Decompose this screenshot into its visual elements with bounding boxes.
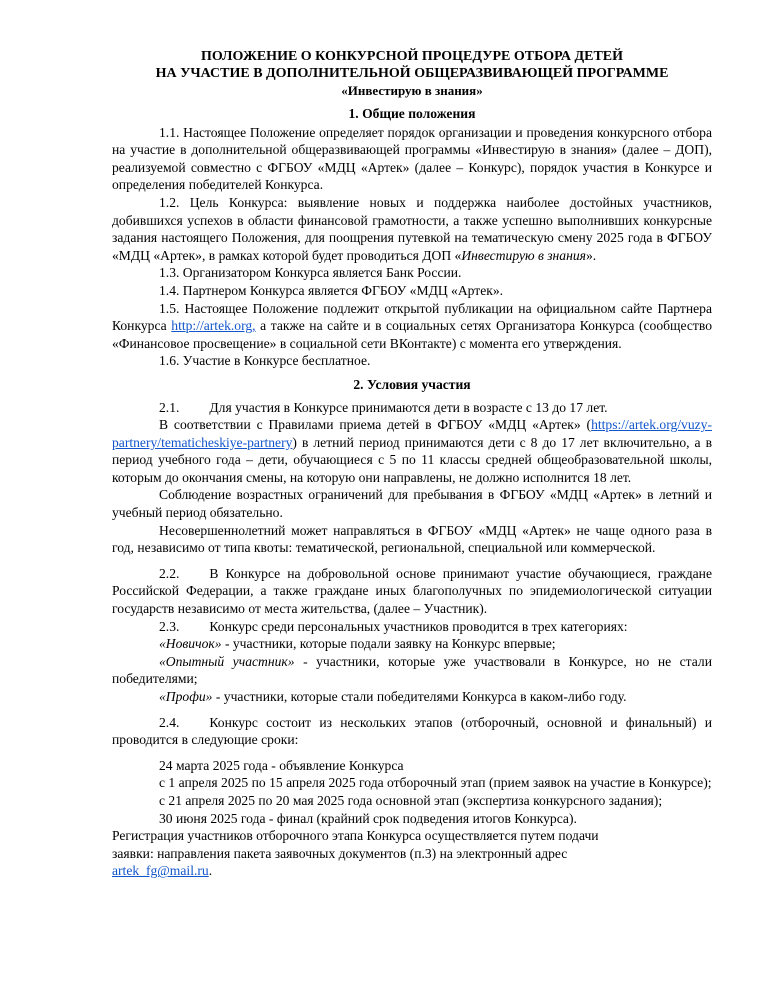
- artek-partners-link[interactable]: https://artek.org/vuzy-partnery/tematicheskiye-partnery: [112, 417, 712, 450]
- date-final: 30 июня 2025 года - финал (крайний срок подведения итогов Конкурса).: [159, 810, 577, 826]
- paragraph-2-1-d: Несовершеннолетний может направляться в ФГБОУ «МДЦ «Артек» не чаще одного раза в год, независимо от типа квоты: тематической, региональной, специальной или коммерческой.: [112, 522, 712, 556]
- section-2-heading: 2. Условия участия: [353, 376, 471, 392]
- paragraph-2-3: 2.3. Конкурс среди персональных участников проводится в трех категориях:: [159, 618, 628, 634]
- registration-line-2: заявки: направления пакета заявочных документов (п.3) на электронный адрес: [112, 845, 568, 861]
- paragraph-1-5: 1.5. Настоящее Положение подлежит открытой публикации на официальном сайте Партнера Конкурса http://artek.org, а также на сайте и в социальных сетях Организатора Конкурса (сообщество «Финансовое просвещение» в социальной сети ВКонтакте) с момента его утверждения.: [112, 300, 712, 351]
- paragraph-1-2: 1.2. Цель Конкурса: выявление новых и поддержка наиболее достойных участников, добившихся успехов в области финансовой грамотности, а также успешно выполнивших конкурсные задания настоящего Положения, для поощрения путевкой на тематическую смену 2025 года в ФГБОУ «МДЦ «Артек», в рамках которой будет проводиться ДОП «Инвестирую в знания».: [112, 194, 712, 263]
- artek-link[interactable]: http://artek.org,: [171, 318, 256, 334]
- title-line-1: ПОЛОЖЕНИЕ О КОНКУРСНОЙ ПРОЦЕДУРЕ ОТБОРА ДЕТЕЙ: [200, 49, 624, 64]
- paragraph-2-1-c: Соблюдение возрастных ограничений для пребывания в ФГБОУ «МДЦ «Артек» в летний и учебный период обязательно.: [112, 487, 712, 521]
- title-line-2: НА УЧАСТИЕ В ДОПОЛНИТЕЛЬНОЙ ОБЩЕРАЗВИВАЮЩЕЙ ПРОГРАММЕ: [155, 66, 669, 81]
- document-title: [112, 48, 712, 99]
- registration-email-line: artek_fg@mail.ru.: [112, 863, 213, 879]
- paragraph-1-1: 1.1. Настоящее Положение определяет порядок организации и проведения конкурсного отбора на участие в дополнительной общеразвивающей программы «Инвестирую в знания» (далее – ДОП), реализуемой совместно с ФГБОУ «МДЦ «Артек» (далее – Конкурс), порядок участия в Конкурсе и определения победителей Конкурса.: [112, 124, 712, 193]
- paragraph-1-3: 1.3. Организатором Конкурса является Банк России.: [159, 265, 462, 281]
- date-main-stage: с 21 апреля 2025 по 20 мая 2025 года основной этап (экспертиза конкурсного задания);: [159, 792, 663, 808]
- category-experienced: «Опытный участник» - участники, которые уже участвовали в Конкурсе, но не стали победителями;: [112, 653, 712, 687]
- paragraph-1-4: 1.4. Партнером Конкурса является ФГБОУ «МДЦ «Артек».: [159, 282, 504, 298]
- paragraph-2-4: 2.4. Конкурс состоит из нескольких этапов (отборочный, основной и финальный) и проводится в следующие сроки:: [112, 714, 712, 748]
- date-selection-stage: с 1 апреля 2025 по 15 апреля 2025 года отборочный этап (прием заявок на участие в Конкурсе);: [159, 775, 712, 791]
- paragraph-2-1: 2.1. Для участия в Конкурсе принимаются дети в возрасте с 13 до 17 лет.: [159, 399, 608, 415]
- category-novice: «Новичок» - участники, которые подали заявку на Конкурс впервые;: [159, 636, 556, 652]
- paragraph-2-1-b: В соответствии с Правилами приема детей в ФГБОУ «МДЦ «Артек» (https://artek.org/vuzy-partnery/tematicheskiye-partnery) в летний период принимаются дети с 8 до 17 лет включительно, а в период учебного года – дети, обучающиеся с 5 по 11 классы средней общеобразовательной школы, которым до окончания смены, на которую они направлены, не должно исполнится 18 лет.: [112, 417, 712, 485]
- paragraph-1-6: 1.6. Участие в Конкурсе бесплатное.: [159, 353, 371, 369]
- registration-line-1: Регистрация участников отборочного этапа Конкурса осуществляется путем подачи: [112, 828, 599, 844]
- section-1-heading: 1. Общие положения: [348, 106, 476, 121]
- paragraph-2-2: 2.2. В Конкурсе на добровольной основе принимают участие обучающиеся, граждане Российской Федерации, а также граждане иных благополучных по эпидемиологической ситуации государств независимо от места жительства, (далее – Участник).: [112, 565, 712, 617]
- document-page: [112, 48, 712, 880]
- category-pro: «Профи» - участники, которые стали победителями Конкурса в каком-либо году.: [159, 689, 627, 704]
- date-announcement: 24 марта 2025 года - объявление Конкурса: [159, 757, 404, 773]
- title-line-3: «Инвестирую в знания»: [341, 83, 483, 98]
- email-link[interactable]: artek_fg@mail.ru: [112, 863, 209, 879]
